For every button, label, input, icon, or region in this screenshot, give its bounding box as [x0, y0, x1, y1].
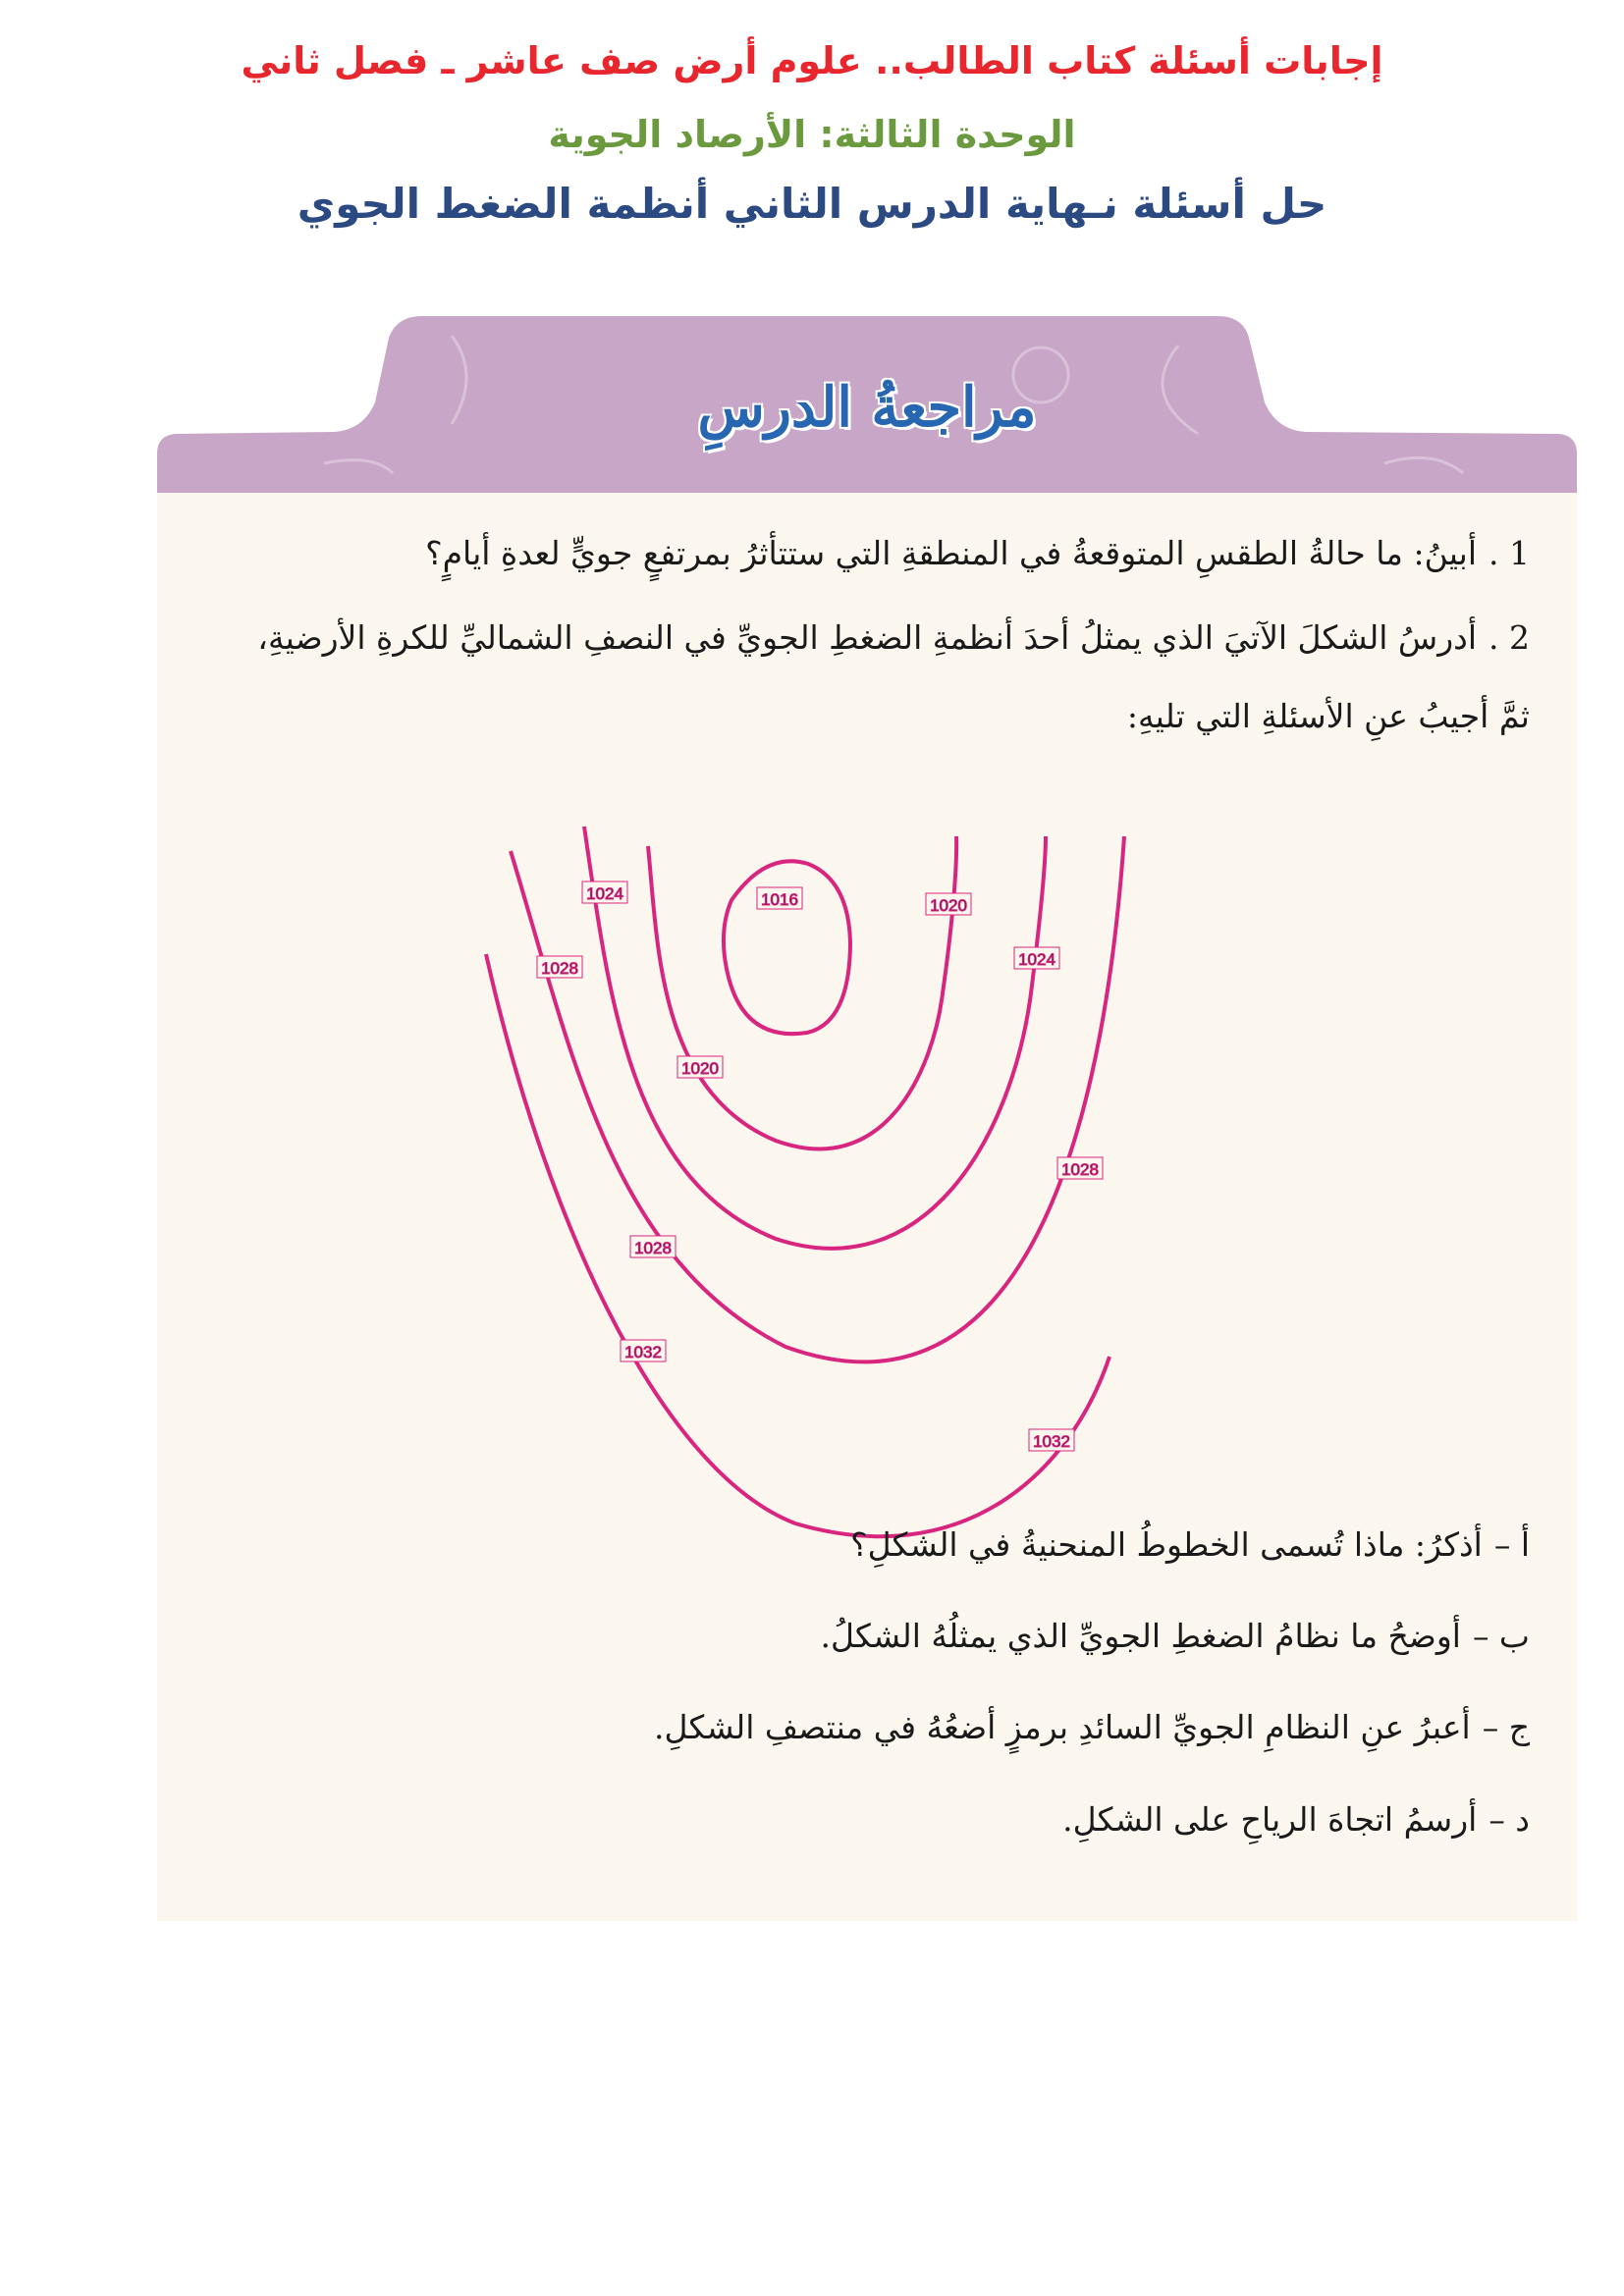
sub-question-b	[821, 1617, 1530, 1655]
label-1016: 1016	[761, 890, 798, 909]
label-1024-left: 1024	[586, 884, 623, 903]
label-1028-left: 1028	[541, 959, 578, 978]
isobar-1028	[511, 836, 1124, 1362]
isobar-1020	[648, 836, 956, 1148]
sub-question-c	[654, 1708, 1530, 1746]
review-title: مراجعةُ الدرسِ	[697, 375, 1037, 440]
label-1028-right: 1028	[1061, 1160, 1099, 1179]
sub-question-d	[1062, 1800, 1530, 1839]
sub-question-b-text: أوضحُ ما نظامُ الضغطِ الجويِّ الذي يمثلُهُ الشكلُ.	[820, 1617, 1461, 1655]
sub-question-c-text: أعبرُ عنِ النظامِ الجويِّ السائدِ برمزٍ أضعُهُ في منتصفِ الشكلِ.	[654, 1708, 1471, 1746]
sub-question-b-letter: ب –	[1472, 1617, 1530, 1655]
lesson-title: حل أسئلة نـهاية الدرس الثاني أنظمة الضغط الجوي	[297, 180, 1327, 228]
label-1032-left: 1032	[624, 1343, 662, 1362]
sub-question-a-text: أذكرُ: ماذا تُسمى الخطوطُ المنحنيةُ في الشكلِ؟	[850, 1525, 1483, 1564]
sub-question-a-letter: أ –	[1493, 1525, 1530, 1564]
label-1020-left: 1020	[681, 1059, 719, 1078]
question-1	[425, 534, 1530, 572]
sub-question-a	[850, 1525, 1530, 1564]
question-2-number: 2 .	[1489, 618, 1530, 657]
label-1028-mid: 1028	[634, 1239, 672, 1257]
question-1-text: أبينُ: ما حالةُ الطقسِ المتوقعةُ في المنطقةِ التي ستتأثرُ بمرتفعٍ جويٍّ لعدةِ أيامٍ؟	[425, 534, 1478, 572]
page-title: إجابات أسئلة كتاب الطالب.. علوم أرض صف عاشر ـ فصل ثاني	[241, 39, 1383, 82]
label-1020-right: 1020	[930, 896, 967, 915]
question-2-continued: ثمَّ أجيبُ عنِ الأسئلةِ التي تليهِ:	[1126, 697, 1530, 735]
question-2	[257, 618, 1530, 657]
lesson-review-box	[157, 316, 1577, 1921]
question-1-number: 1 .	[1489, 534, 1530, 572]
label-1024-right: 1024	[1018, 950, 1056, 969]
sub-question-d-letter: د –	[1489, 1800, 1530, 1839]
sub-question-d-text: أرسمُ اتجاهَ الرياحِ على الشكلِ.	[1062, 1800, 1478, 1839]
sub-question-c-letter: ج –	[1482, 1708, 1530, 1746]
question-2-text: أدرسُ الشكلَ الآتيَ الذي يمثلُ أحدَ أنظمةِ الضغطِ الجويِّ في النصفِ الشماليِّ للكرةِ الأرضيةِ،	[257, 618, 1478, 657]
label-1032-right: 1032	[1033, 1432, 1070, 1451]
unit-title: الوحدة الثالثة: الأرصاد الجوية	[548, 113, 1076, 156]
